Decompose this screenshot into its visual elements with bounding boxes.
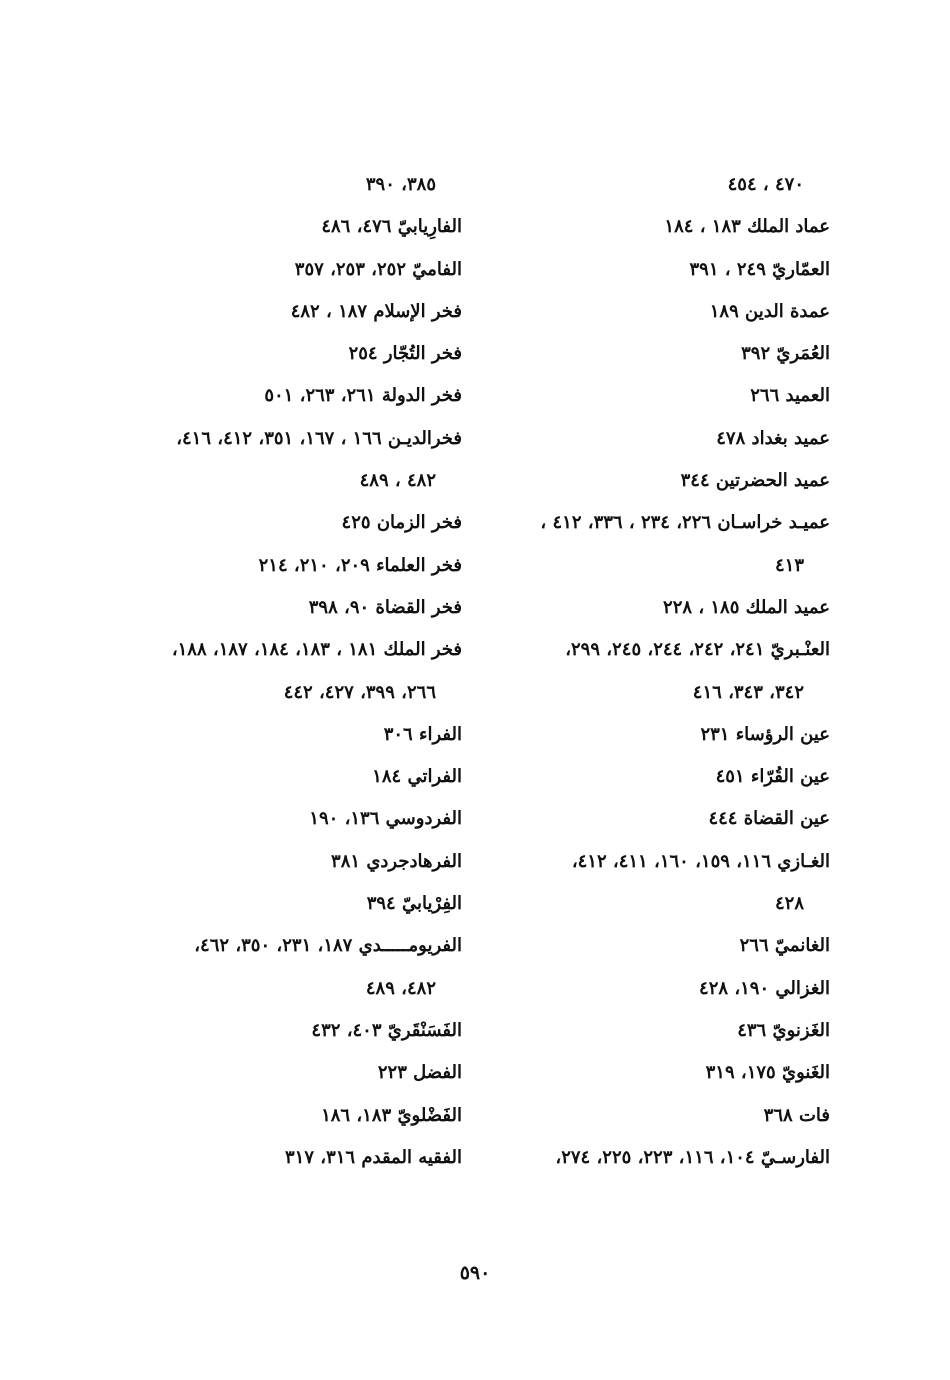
index-entry: الفَضْلويّ ١٨٣، ١٨٦ xyxy=(321,1104,462,1126)
index-entry: فات ٣٦٨ xyxy=(763,1104,830,1126)
index-entry: العنْـبريّ ٢٤١، ٢٤٢، ٢٤٤، ٢٤٥، ٢٩٩، xyxy=(565,639,830,661)
index-entry: فخر العلماء ٢٠٩، ٢١٠، ٢١٤ xyxy=(258,554,462,576)
index-entry: الفراء ٣٠٦ xyxy=(383,723,462,745)
index-entry: فخر الإسلام ١٨٧ ، ٤٨٢ xyxy=(290,300,462,322)
index-column-right xyxy=(470,164,830,1179)
index-entry: فخر التُجّار ٢٥٤ xyxy=(348,343,462,365)
index-entry: الغانميّ ٢٦٦ xyxy=(739,935,830,957)
index-entry: الغَنويّ ١٧٥، ٣١٩ xyxy=(705,1062,830,1084)
index-entry-continuation: ٤٨٢ ، ٤٨٩ xyxy=(359,470,436,492)
index-entry: العمّاريّ ٢٤٩ ، ٣٩١ xyxy=(689,258,830,280)
index-entry: الفِرْيابيّ ٣٩٤ xyxy=(366,893,462,915)
index-entry: عمدة الدين ١٨٩ xyxy=(709,300,830,322)
index-entry: الغَزنويّ ٤٣٦ xyxy=(737,1019,830,1041)
index-entry: الفَسَنْقَريّ ٤٠٣، ٤٣٢ xyxy=(311,1019,462,1041)
index-entry: فخر الزمان ٤٢٥ xyxy=(341,512,462,534)
index-entry: عماد الملك ١٨٣ ، ١٨٤ xyxy=(664,216,830,238)
index-entry: عميد الحضرتين ٣٤٤ xyxy=(680,470,830,492)
index-entry: عميد بغداد ٤٧٨ xyxy=(716,427,830,449)
index-entry: عين القُرّاء ٤٥١ xyxy=(715,766,830,788)
index-entry-continuation: ٣٤٢، ٣٤٣، ٤١٦ xyxy=(692,681,804,703)
page-number: ٥٩٠ xyxy=(459,1262,491,1284)
index-entry: عين القضاة ٤٤٤ xyxy=(708,808,830,830)
index-entry-continuation: ٣٨٥، ٣٩٠ xyxy=(365,174,436,195)
index-entry: الفقيه المقدم ٣١٦، ٣١٧ xyxy=(284,1146,462,1168)
index-entry: العُمَريّ ٣٩٢ xyxy=(741,343,830,365)
index-entry: الفريومـــــدي ١٨٧، ٢٣١، ٣٥٠، ٤٦٢، xyxy=(194,935,462,957)
index-entry: عميـد خراسـان ٢٢٦، ٢٣٤ ، ٣٣٦، ٤١٢ ، xyxy=(540,512,830,534)
index-entry: عميد الملك ١٨٥ ، ٢٢٨ xyxy=(663,596,830,618)
index-entry: الفضل ٢٢٣ xyxy=(377,1062,462,1084)
index-entry-continuation: ٤٢٨ xyxy=(774,893,804,915)
index-entry: العميد ٢٦٦ xyxy=(750,385,830,407)
index-entry: الفاميّ ٢٥٢، ٢٥٣، ٣٥٧ xyxy=(294,258,462,280)
index-entry: فخر القضاة ٩٠، ٣٩٨ xyxy=(308,596,462,618)
index-entry: فخر الملك ١٨١ ، ١٨٣، ١٨٤، ١٨٧، ١٨٨، xyxy=(171,639,462,661)
index-entry: الفارسـيّ ١٠٤، ١١٦، ٢٢٣، ٢٢٥، ٢٧٤، xyxy=(555,1146,830,1168)
index-entry: الفرهادجردي ٣٨١ xyxy=(331,850,462,872)
index-entry-continuation: ٤١٣ xyxy=(774,554,804,576)
index-entry-continuation: ٢٦٦، ٣٩٩، ٤٢٧، ٤٤٢ xyxy=(283,681,436,703)
index-entry: عين الرؤساء ٢٣١ xyxy=(700,723,830,745)
index-entry-continuation: ٤٨٢، ٤٨٩ xyxy=(365,977,436,999)
index-entry: فخر الدولة ٢٦١، ٢٦٣، ٥٠١ xyxy=(264,385,462,407)
index-entry: فخرالديـن ١٦٦ ، ١٦٧، ٣٥١، ٤١٢، ٤١٦، xyxy=(176,427,462,449)
index-entry: الفراتي ١٨٤ xyxy=(372,766,462,788)
index-entry: الفارِيابيّ ٤٧٦، ٤٨٦ xyxy=(321,216,462,238)
index-column-left xyxy=(87,164,462,1179)
index-entry: الغزالي ١٩٠، ٤٢٨ xyxy=(699,977,830,999)
index-entry: الفردوسي ١٣٦، ١٩٠ xyxy=(309,808,462,830)
index-entry: الغـازي ١١٦، ١٥٩، ١٦٠، ٤١١، ٤١٢، xyxy=(571,850,830,872)
index-entry-continuation: ٤٧٠ ، ٤٥٤ xyxy=(727,174,804,195)
